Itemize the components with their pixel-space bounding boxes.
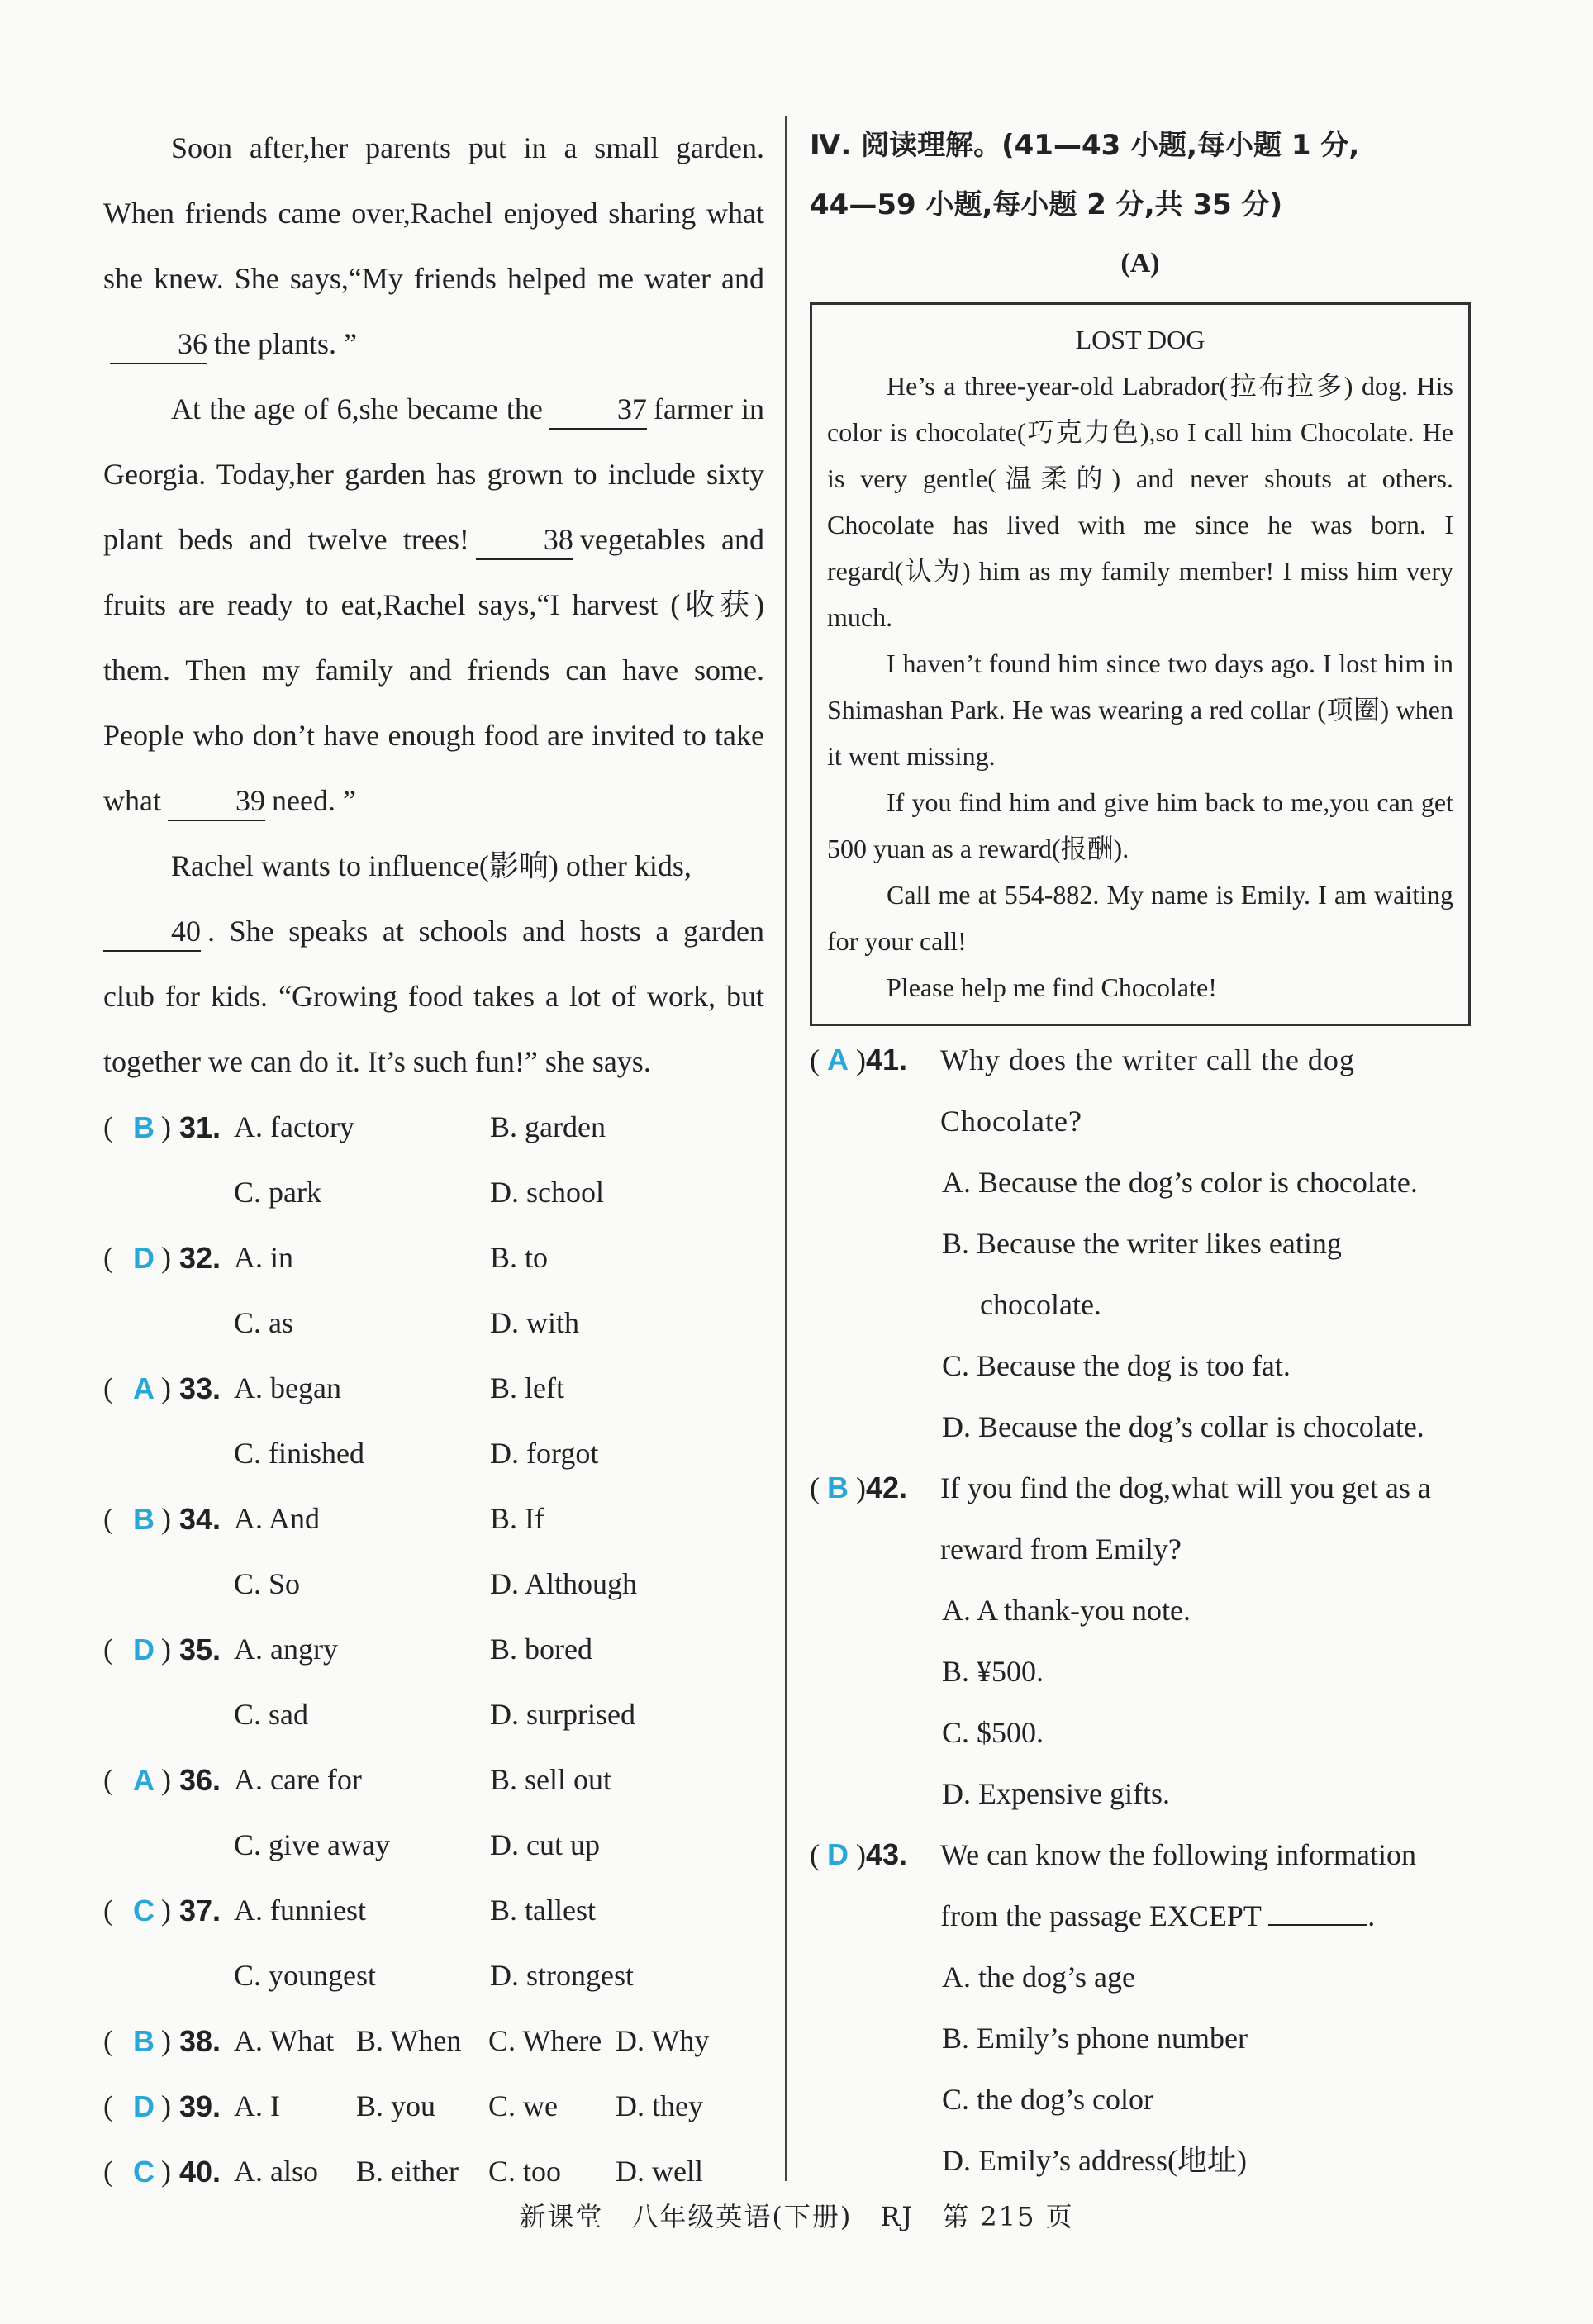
option-a: A. also bbox=[234, 2155, 318, 2188]
option-a: A. A thank-you note. bbox=[942, 1594, 1191, 1627]
answer-mark: D bbox=[133, 1633, 155, 1666]
option-d: D. school bbox=[490, 1176, 604, 1209]
answer-mark: A bbox=[133, 1763, 155, 1797]
option-a: A. began bbox=[234, 1371, 341, 1404]
blank-38: 38 bbox=[476, 520, 573, 560]
notice-paragraph: Call me at 554-882. My name is Emily. I am waiting for your call! bbox=[827, 880, 1453, 956]
option-d: D. surprised bbox=[490, 1698, 635, 1731]
question-34: ( B ) 34. A. And B. If bbox=[103, 1486, 764, 1552]
question-40: ( C ) 40. A. also B. either C. too D. well bbox=[103, 2139, 764, 2204]
option-b: B. If bbox=[490, 1502, 544, 1535]
option-a: A. Because the dog’s color is chocolate. bbox=[942, 1166, 1418, 1199]
question-38: ( B ) 38. A. What B. When C. Where D. Why bbox=[103, 2008, 764, 2074]
option-d: D. well bbox=[616, 2155, 703, 2188]
answer-mark: B bbox=[133, 1502, 155, 1536]
cloze-passage bbox=[103, 116, 764, 1095]
option-d: D. they bbox=[616, 2089, 703, 2122]
option-d: D. Expensive gifts. bbox=[942, 1777, 1170, 1810]
notice-paragraph: I haven’t found him since two days ago. I lost him in Shimashan Park. He was wearing a red collar (项圈) when it went missing. bbox=[827, 649, 1453, 771]
option-b: B. either bbox=[356, 2155, 459, 2188]
part-label: (A) bbox=[1120, 248, 1160, 278]
answer-mark: B bbox=[133, 1110, 155, 1144]
answer-blank bbox=[1268, 1891, 1367, 1926]
option-b: B. sell out bbox=[490, 1763, 612, 1796]
option-b: B. When bbox=[356, 2024, 462, 2057]
option-a: A. angry bbox=[234, 1633, 338, 1666]
option-b: B. Emily’s phone number bbox=[942, 2022, 1248, 2055]
question-43: ( D )43. We can know the following information from the passage EXCEPT . A. the dog’s age B. Emily’s phone number C. the dog’s color D. Emily’s address(地址) bbox=[810, 1824, 1471, 2191]
notice-paragraph: He’s a three-year-old Labrador(拉布拉多) dog. His color is chocolate(巧克力色),so I call him Chocolate. He is very gentle(温柔的) and never shouts at others. Chocolate has lived with me since he was born. I regard(认为) him as my family member! I miss him very much. bbox=[827, 371, 1453, 632]
question-31: ( B ) 31. A. factory B. garden bbox=[103, 1095, 764, 1160]
answer-mark: A bbox=[133, 1371, 155, 1405]
notice-paragraph: If you find him and give him back to me,you can get 500 yuan as a reward(报酬). bbox=[827, 787, 1453, 863]
question-36: ( A ) 36. A. care for B. sell out bbox=[103, 1747, 764, 1813]
question-39: ( D ) 39. A. I B. you C. we D. they bbox=[103, 2074, 764, 2139]
question-stem: If you find the dog,what will you get as a reward from Emily? bbox=[940, 1471, 1431, 1566]
left-column bbox=[103, 116, 764, 2204]
option-b: B. garden bbox=[490, 1110, 606, 1143]
option-c: C. as bbox=[234, 1306, 293, 1339]
notice-title: LOST DOG bbox=[1075, 325, 1205, 354]
section-title: Ⅳ. 阅读理解。(41—43 小题,每小题 1 分, 44—59 小题,每小题 2 分,共 35 分) bbox=[810, 129, 1360, 221]
question-stem: Why does the writer call the dog Chocolate? bbox=[940, 1043, 1355, 1138]
answer-mark: C bbox=[133, 1894, 155, 1927]
option-c: C. too bbox=[488, 2155, 562, 2188]
question-stem: We can know the following information from the passage EXCEPT . bbox=[940, 1838, 1416, 1932]
question-33: ( A ) 33. A. began B. left bbox=[103, 1356, 764, 1421]
option-a: A. And bbox=[234, 1502, 321, 1535]
cloze-questions bbox=[103, 1095, 764, 2204]
option-c: C. $500. bbox=[942, 1716, 1044, 1749]
question-32-cont bbox=[103, 1290, 764, 1356]
answer-mark: D bbox=[827, 1837, 849, 1871]
option-c: C. So bbox=[234, 1567, 301, 1600]
right-column bbox=[810, 116, 1471, 2191]
option-c: C. the dog’s color bbox=[942, 2083, 1153, 2116]
question-32: ( D ) 32. A. in B. to bbox=[103, 1225, 764, 1290]
answer-mark: B bbox=[827, 1471, 849, 1504]
option-a: A. the dog’s age bbox=[942, 1960, 1135, 1994]
blank-36: 36 bbox=[110, 325, 207, 364]
question-41: ( A )41. Why does the writer call the dog Chocolate? A. Because the dog’s color is chocolate. B. Because the writer likes eating chocolate. C. Because the dog is too fat. D. Because the dog’s collar is chocolate. bbox=[810, 1029, 1471, 1457]
answer-mark: C bbox=[133, 2155, 155, 2189]
passage-paragraph-2: At the age of 6,she became the 37 farmer in Georgia. Today,her garden has grown to include sixty plant beds and twelve trees! 38 vegetables and fruits are ready to eat,Rachel says,“I harvest (收获) them. Then my family and friends can have some. People who don’t have enough food are invited to take what 39 need. ” bbox=[103, 377, 764, 834]
page-footer: 新课堂 八年级英语(下册) RJ 第 215 页 bbox=[519, 2201, 1074, 2232]
option-a: A. What bbox=[234, 2024, 335, 2057]
option-c: C. youngest bbox=[234, 1959, 377, 1992]
answer-mark: B bbox=[133, 2024, 155, 2058]
option-a: A. in bbox=[234, 1241, 293, 1274]
question-35: ( D ) 35. A. angry B. bored bbox=[103, 1617, 764, 1682]
option-d: D. Because the dog’s collar is chocolate. bbox=[942, 1410, 1424, 1443]
question-36-cont bbox=[103, 1813, 764, 1878]
option-c: C. sad bbox=[234, 1698, 308, 1731]
notice-paragraph: Please help me find Chocolate! bbox=[887, 972, 1217, 1002]
option-a: A. funniest bbox=[234, 1894, 366, 1927]
lost-dog-notice bbox=[810, 302, 1471, 1026]
passage-paragraph-3: Rachel wants to influence(影响) other kids, 40 . She speaks at schools and hosts a garden club for kids. “Growing food takes a lot of work, but together we can do it. It’s such fun!” she says. bbox=[103, 849, 764, 1078]
option-b: B. left bbox=[490, 1371, 564, 1404]
option-b: B. to bbox=[490, 1241, 549, 1274]
question-31-cont bbox=[103, 1160, 764, 1225]
question-34-cont bbox=[103, 1552, 764, 1617]
option-b: B. you bbox=[356, 2089, 436, 2122]
option-b: B. tallest bbox=[490, 1894, 596, 1927]
option-d: D. with bbox=[490, 1306, 579, 1339]
question-35-cont bbox=[103, 1682, 764, 1747]
option-c: C. Where bbox=[488, 2024, 602, 2057]
option-d: D. Emily’s address(地址) bbox=[942, 2144, 1247, 2177]
option-d: D. Why bbox=[616, 2024, 710, 2057]
option-a: A. care for bbox=[234, 1763, 362, 1796]
question-37: ( C ) 37. A. funniest B. tallest bbox=[103, 1878, 764, 1943]
passage-paragraph-1: Soon after,her parents put in a small garden. When friends came over,Rachel enjoyed sharing what she knew. She says,“My friends helped me water and36 the plants. ” bbox=[103, 116, 764, 377]
option-b-cont: chocolate. bbox=[980, 1288, 1101, 1321]
option-d: D. strongest bbox=[490, 1959, 634, 1992]
answer-mark: D bbox=[133, 2089, 155, 2123]
column-divider bbox=[785, 116, 787, 2181]
option-c: C. give away bbox=[234, 1828, 390, 1861]
answer-mark: A bbox=[827, 1043, 849, 1076]
option-b: B. Because the writer likes eating bbox=[942, 1227, 1342, 1260]
option-b: B. ¥500. bbox=[942, 1655, 1044, 1688]
option-b: B. bored bbox=[490, 1633, 592, 1666]
option-a: A. I bbox=[234, 2089, 280, 2122]
option-d: D. cut up bbox=[490, 1828, 600, 1861]
question-33-cont bbox=[103, 1421, 764, 1486]
question-42: ( B )42. If you find the dog,what will you get as a reward from Emily? A. A thank-you note. B. ¥500. C. $500. D. Expensive gifts. bbox=[810, 1457, 1471, 1824]
answer-mark: D bbox=[133, 1241, 155, 1275]
option-d: D. forgot bbox=[490, 1437, 599, 1470]
option-c: C. finished bbox=[234, 1437, 364, 1470]
option-c: C. park bbox=[234, 1176, 321, 1209]
option-c: C. Because the dog is too fat. bbox=[942, 1349, 1291, 1382]
question-37-cont bbox=[103, 1943, 764, 2008]
option-c: C. we bbox=[488, 2089, 558, 2122]
blank-40: 40 bbox=[103, 912, 201, 952]
option-a: A. factory bbox=[234, 1110, 354, 1143]
option-d: D. Although bbox=[490, 1567, 638, 1600]
blank-37: 37 bbox=[549, 390, 647, 430]
blank-39: 39 bbox=[168, 782, 265, 821]
